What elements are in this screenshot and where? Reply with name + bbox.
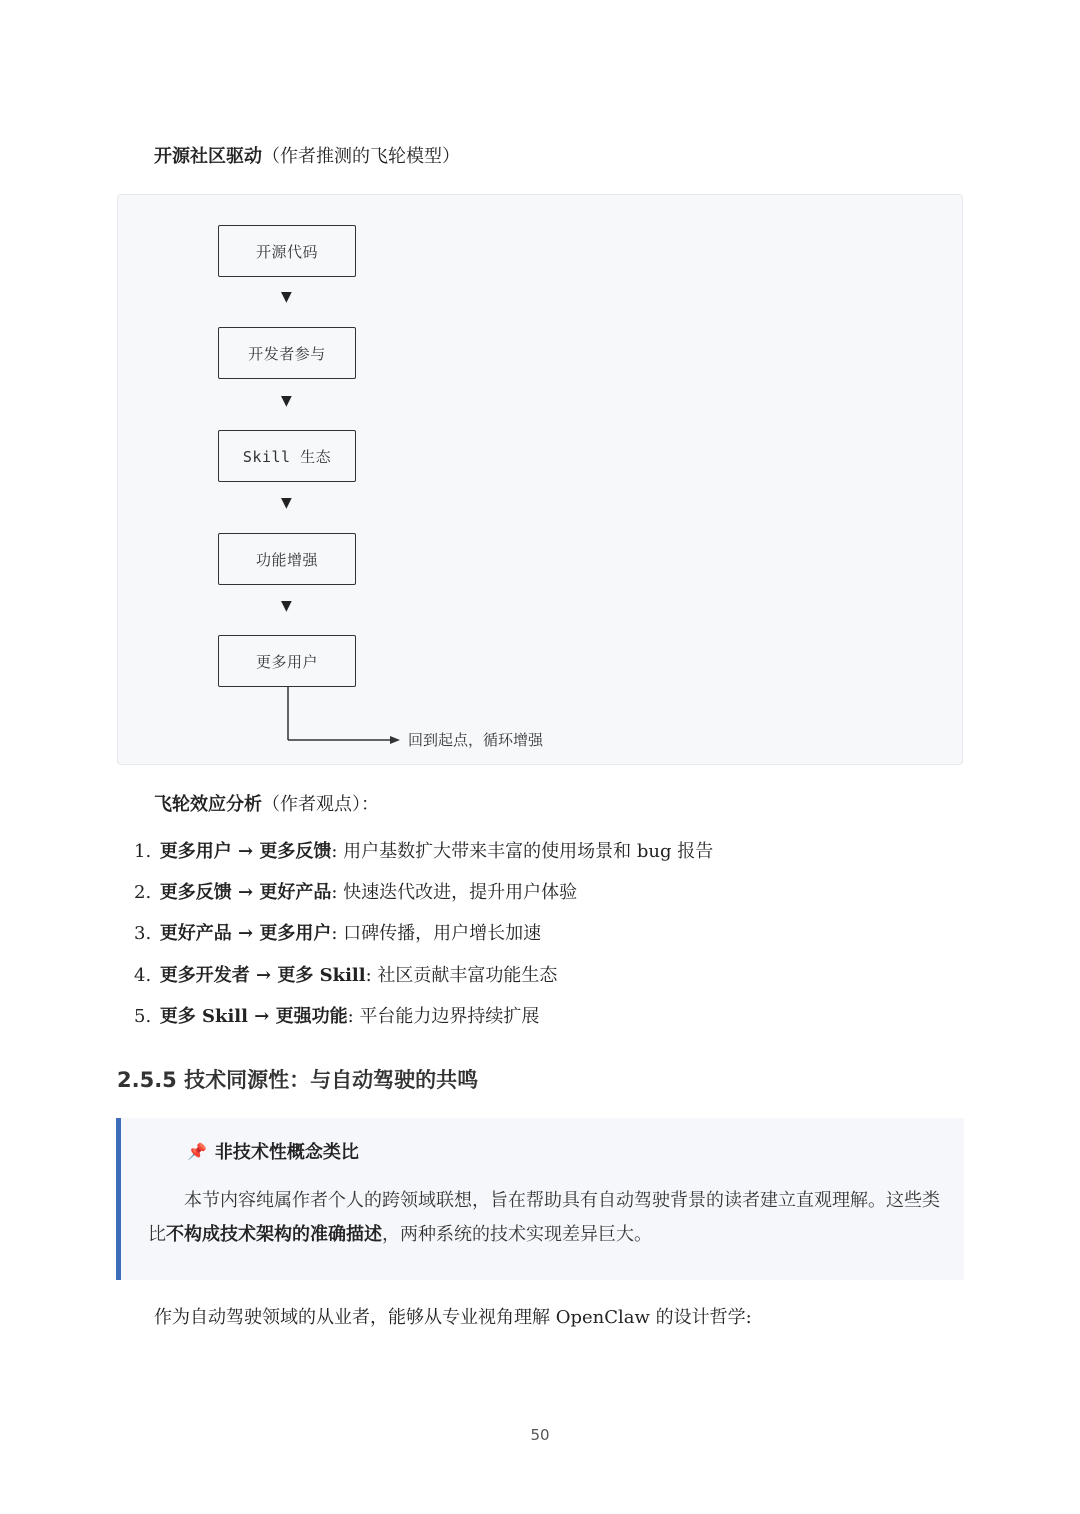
list-number: 1. <box>134 841 152 862</box>
down-arrow-icon: ▼ <box>281 598 292 614</box>
analysis-title <box>154 790 379 816</box>
list-number: 4. <box>134 964 152 986</box>
flywheel-list <box>134 836 713 1042</box>
intro-rest: （作者推测的飞轮模型） <box>262 146 460 167</box>
analysis-title-rest: （作者观点）： <box>262 794 379 815</box>
list-item <box>134 918 713 959</box>
list-number: 3. <box>134 923 152 945</box>
callout-title-text: 非技术性概念类比 <box>214 1142 359 1163</box>
list-item-text: : 平台能力边界持续扩展 <box>347 1005 540 1027</box>
list-item-text: : 社区贡献丰富功能生态 <box>365 964 558 986</box>
intro-bold: 开源社区驱动 <box>154 146 262 167</box>
node-developer-participation: 开发者参与 <box>218 327 356 379</box>
list-number: 5. <box>134 1005 152 1027</box>
callout-body-bold: 不构成技术架构的准确描述 <box>166 1224 382 1245</box>
down-arrow-icon: ▼ <box>281 289 292 305</box>
list-item-bold: 更多用户 → 更多反馈 <box>159 841 332 862</box>
loop-label: 回到起点，循环增强 <box>408 731 544 749</box>
closing-paragraph: 作为自动驾驶领域的从业者，能够从专业视角理解 OpenClaw 的设计哲学: <box>154 1307 752 1328</box>
list-item-text: : 快速迭代改进，提升用户体验 <box>331 882 578 904</box>
callout-body <box>148 1184 948 1252</box>
list-item-bold: 更多开发者 → 更多 Skill <box>159 964 366 986</box>
node-feature-enhancement: 功能增强 <box>218 533 356 585</box>
flywheel-intro <box>154 142 460 168</box>
disclaimer-callout <box>116 1118 964 1280</box>
list-item <box>134 1001 713 1042</box>
list-item <box>134 960 713 1001</box>
page-number: 50 <box>530 1426 550 1444</box>
down-arrow-icon: ▼ <box>281 393 292 409</box>
section-heading: 2.5.5 技术同源性：与自动驾驶的共鸣 <box>117 1068 479 1092</box>
list-item-bold: 更多反馈 → 更好产品 <box>159 882 332 904</box>
callout-body-part-2: ，两种系统的技术实现差异巨大。 <box>382 1224 652 1245</box>
callout-title <box>187 1138 359 1164</box>
pushpin-icon: 📌 <box>187 1141 207 1161</box>
down-arrow-icon: ▼ <box>281 495 292 511</box>
list-item-bold: 更好产品 → 更多用户 <box>159 923 332 945</box>
list-item-bold: 更多 Skill → 更强功能 <box>159 1005 348 1027</box>
node-skill-ecosystem: Skill 生态 <box>218 430 356 482</box>
callout-body-part-1: 本节内容纯属作者个人的跨领域联想，旨在帮助具有自动驾驶背景的读者建立直观理解。这些类比 <box>148 1190 940 1245</box>
node-more-users: 更多用户 <box>218 635 356 687</box>
analysis-title-bold: 飞轮效应分析 <box>154 794 262 815</box>
list-number: 2. <box>134 882 152 904</box>
list-item <box>134 877 713 918</box>
list-item-text: : 用户基数扩大带来丰富的使用场景和 bug 报告 <box>331 841 714 862</box>
list-item-text: : 口碑传播，用户增长加速 <box>331 923 542 945</box>
node-open-source-code: 开源代码 <box>218 225 356 277</box>
list-item <box>134 836 713 877</box>
flywheel-diagram <box>117 194 963 765</box>
